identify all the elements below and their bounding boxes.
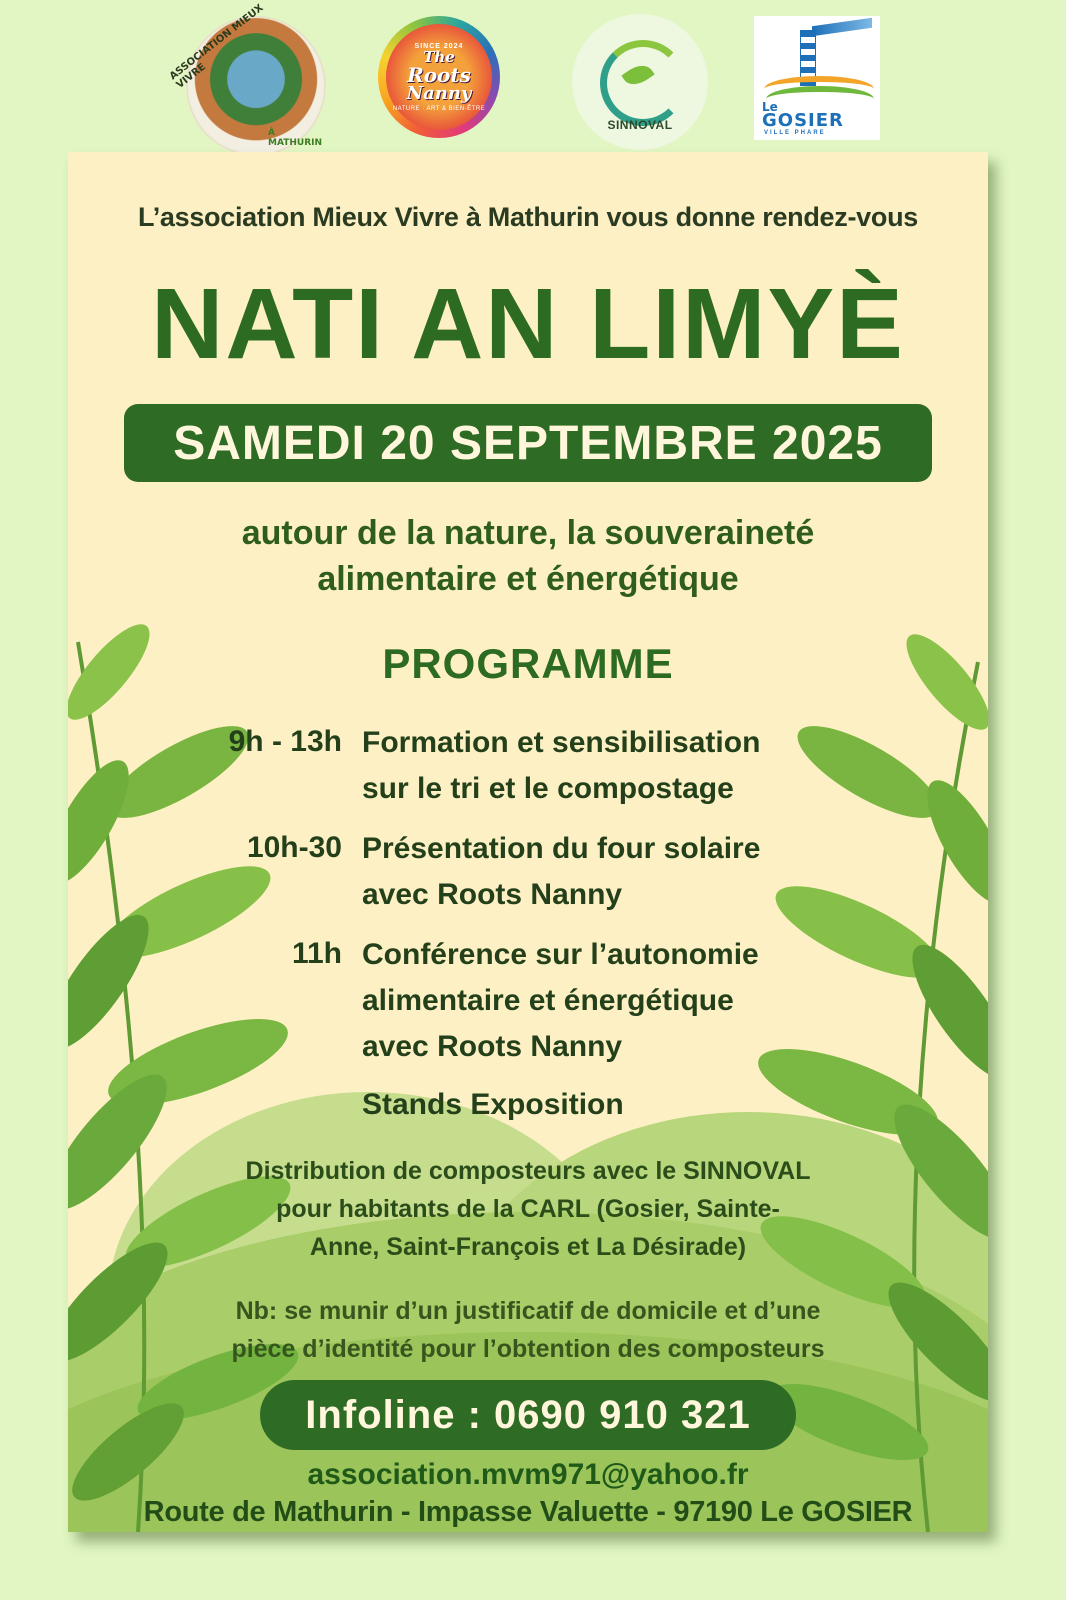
le-gosier-logo [754,16,880,140]
roots-tagline: NATURE · ART & BIEN-ÊTRE [392,105,486,112]
sinnoval-name: SINNOVAL [607,118,673,132]
requirements-note [68,1292,988,1368]
programme-description-line: Stands Exposition [362,1088,624,1121]
distribution-line: pour habitants de la CARL (Gosier, Sainte- [276,1195,780,1223]
invitation-line: L’association Mieux Vivre à Mathurin vous donne rendez-vous [138,202,918,232]
mieux-vivre-mathurin-logo [167,2,326,156]
infoline-phone: Infoline : 0690 910 321 [305,1392,751,1437]
programme-description-line: alimentaire et énergétique [362,984,734,1017]
note-line: pièce d’identité pour l’obtention des composteurs [231,1335,825,1363]
programme-time: 9h - 13h [228,725,342,758]
contact-email: association.mvm971@yahoo.fr [307,1458,749,1491]
partner-logos [0,0,1066,150]
gosier-le-text: Le [762,100,778,114]
roots-since-text: SINCE 2024 [414,42,464,50]
mvm-logo-subtext: À MATHURIN [268,128,323,148]
event-theme [68,510,988,602]
event-date: SAMEDI 20 SEPTEMBRE 2025 [173,416,883,470]
date-banner [124,404,932,482]
note-line: Nb: se munir d’un justificatif de domicile et d’une [235,1297,821,1325]
mvm-logo-text: ASSOCIATION MIEUX VIVRE [167,2,266,91]
programme-description-line: sur le tri et le compostage [362,772,734,805]
roots-logo-line2: Roots [407,62,471,87]
programme-heading: PROGRAMME [382,640,674,687]
programme-description-line: Formation et sensibilisation [362,726,761,759]
event-title: NATI AN LIMYÈ [151,268,905,380]
infoline-banner [260,1380,796,1450]
programme-description-line: Présentation du four solaire [362,832,761,865]
programme-description [362,1082,922,1128]
gosier-name: GOSIER [762,110,844,131]
programme-description [362,720,922,812]
wave-icon [766,86,874,112]
programme-time: 10h-30 [246,831,342,864]
roots-nanny-logo [378,16,500,138]
programme-description [362,932,922,1070]
programme-description-line: avec Roots Nanny [362,878,623,911]
event-poster [68,152,988,1532]
sinnoval-logo [572,14,708,150]
composter-distribution-notice [68,1152,988,1266]
programme-description-line: Conférence sur l’autonomie [362,938,759,971]
distribution-line: Distribution de composteurs avec le SINNOVAL [245,1157,811,1185]
programme-description [362,826,922,918]
lighthouse-beam-icon [812,18,872,36]
sinnoval-arc-icon [600,40,686,126]
event-theme-line: alimentaire et énergétique [317,560,739,598]
roots-logo-line1: The [423,47,455,66]
event-theme-line: autour de la nature, la souveraineté [241,514,815,552]
gosier-tagline: VILLE PHARE [764,130,826,136]
programme-time: 11h [291,937,342,970]
distribution-line: Anne, Saint-François et La Désirade) [309,1233,747,1261]
left-foliage-illustration [68,442,308,1532]
programme-description-line: avec Roots Nanny [362,1030,623,1063]
roots-logo-line3: Nanny [406,82,472,104]
event-address: Route de Mathurin - Impasse Valuette - 97190 Le GOSIER [143,1496,913,1528]
